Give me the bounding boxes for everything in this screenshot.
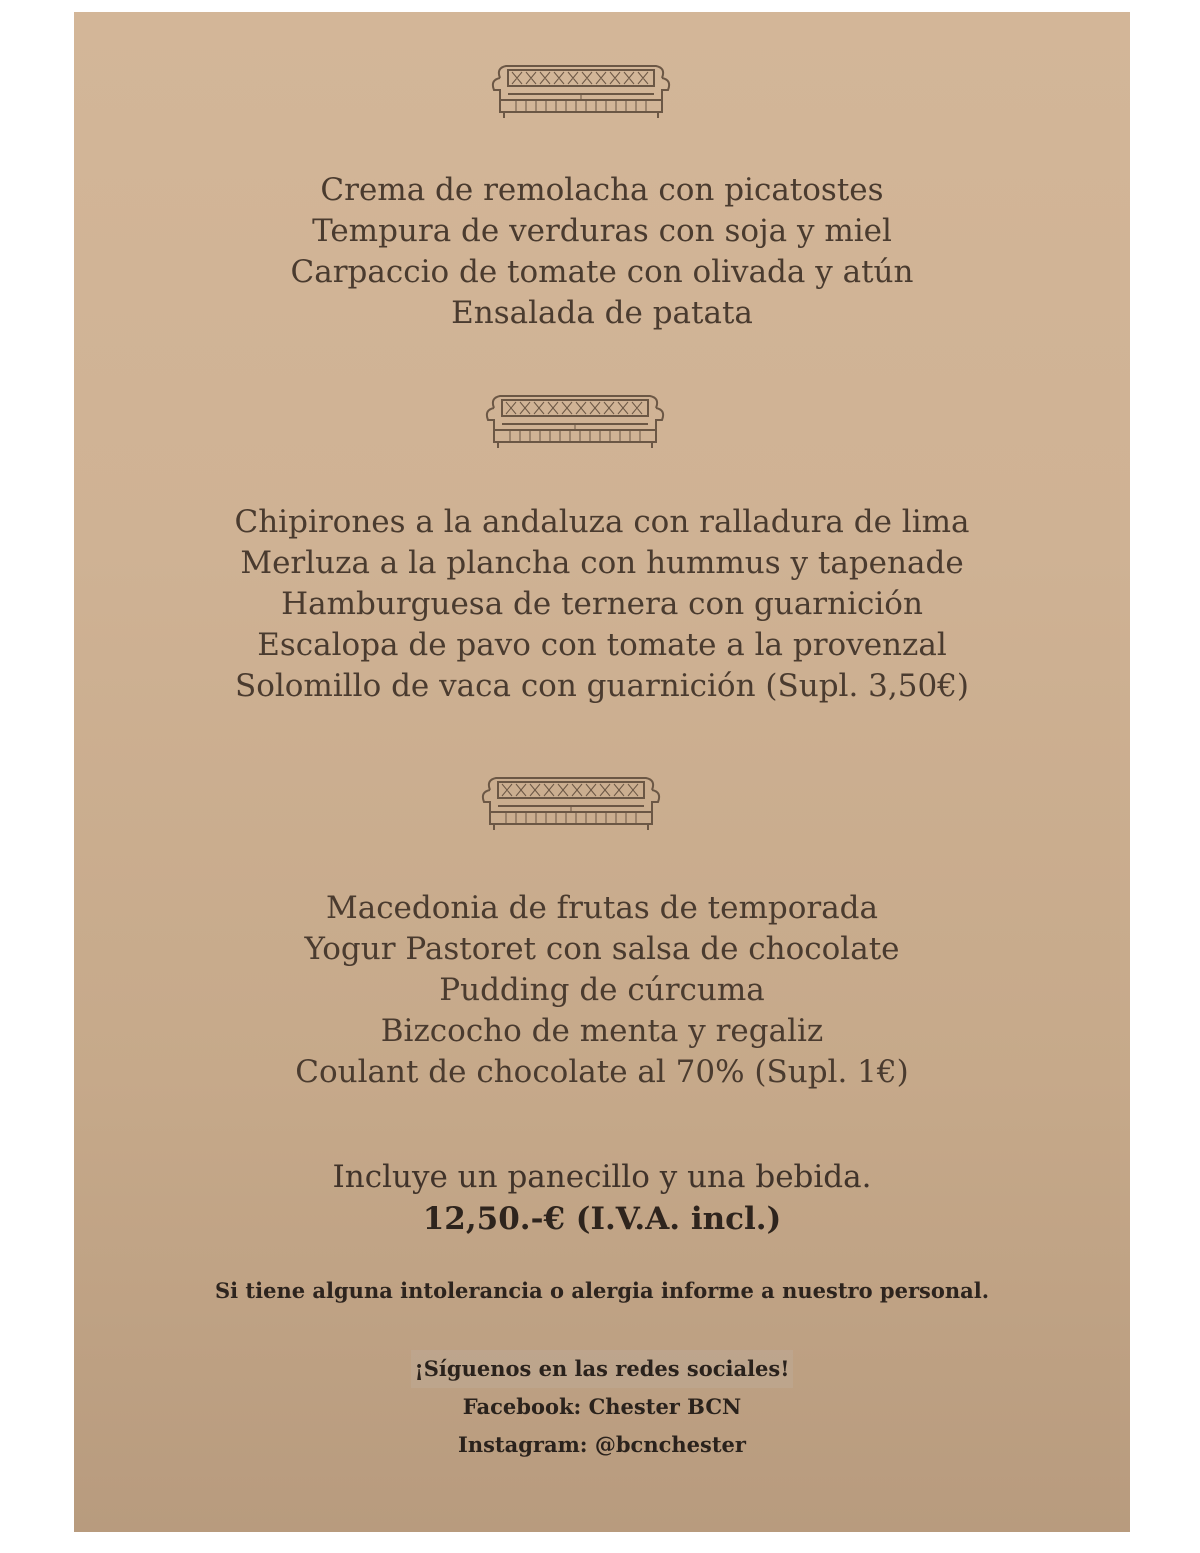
main-item: Merluza a la plancha con hummus y tapenade [240, 545, 964, 581]
main-item: Solomillo de vaca con guarnición (Supl. 3,50€) [234, 668, 970, 704]
dessert-item: Macedonia de frutas de temporada [325, 890, 879, 926]
social-follow-text: ¡Síguenos en las redes sociales! [411, 1350, 794, 1388]
social-block [74, 1350, 1130, 1464]
chesterfield-sofa-icon [476, 768, 666, 832]
starter-item: Carpaccio de tomate con olivada y atún [290, 254, 914, 290]
chesterfield-sofa-icon [486, 56, 676, 120]
dessert-item: Pudding de cúrcuma [439, 972, 765, 1008]
mains-section [74, 502, 1130, 707]
main-item: Escalopa de pavo con tomate a la provenzal [257, 627, 947, 663]
menu-price: 12,50.-€ (I.V.A. incl.) [422, 1201, 782, 1237]
starter-item: Ensalada de patata [451, 295, 753, 331]
dessert-item: Yogur Pastoret con salsa de chocolate [304, 931, 900, 967]
starter-item: Tempura de verduras con soja y miel [312, 213, 892, 249]
main-item: Hamburguesa de ternera con guarnición [281, 586, 923, 622]
starter-item: Crema de remolacha con picatostes [320, 172, 884, 208]
facebook-handle: Facebook: Chester BCN [462, 1394, 742, 1419]
includes-block [74, 1156, 1130, 1240]
dessert-item: Bizcocho de menta y regaliz [380, 1013, 824, 1049]
starters-section [74, 170, 1130, 334]
menu-sheet [74, 12, 1130, 1532]
instagram-handle: Instagram: @bcnchester [458, 1432, 746, 1457]
includes-text: Incluye un panecillo y una bebida. [332, 1159, 872, 1195]
allergy-notice: Si tiene alguna intolerancia o alergia informe a nuestro personal. [214, 1278, 990, 1303]
main-item: Chipirones a la andaluza con ralladura de lima [234, 504, 970, 540]
desserts-section [74, 888, 1130, 1093]
dessert-item: Coulant de chocolate al 70% (Supl. 1€) [295, 1054, 909, 1090]
chesterfield-sofa-icon [480, 386, 670, 450]
